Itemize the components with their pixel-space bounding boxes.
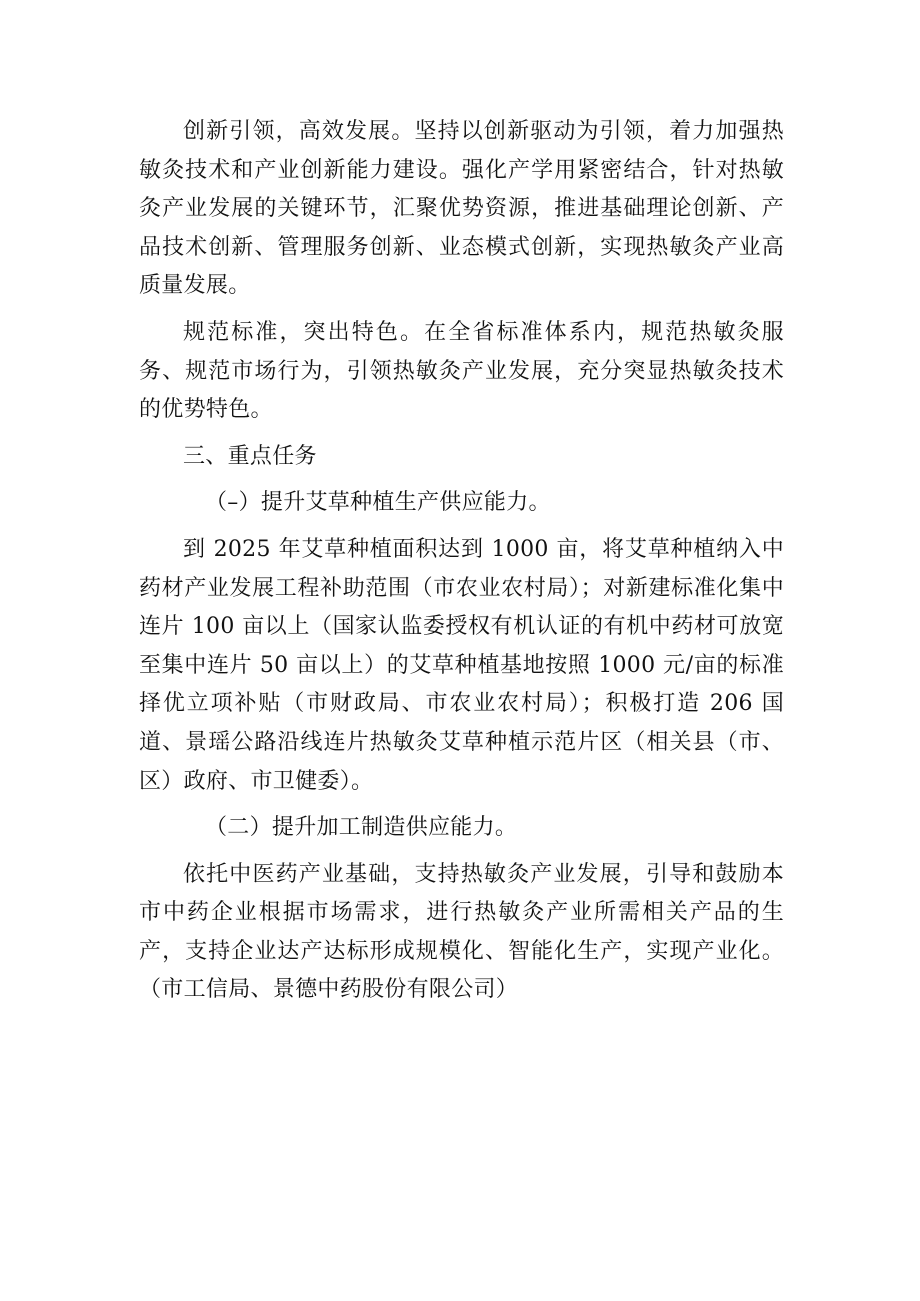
paragraph-planting: 到 2025 年艾草种植面积达到 1000 亩，将艾草种植纳入中药材产业发展工程补助范围（市农业农村局）；对新建标准化集中连片 100 亩以上（国家认监委授权有机认证的有机中药材可放宽至集中连片 50 亩以上）的艾草种植基地按照 1000 元/亩的标准择优立项补贴（市财政局、市农业农村局）；积极打造 206 国道、景瑶公路沿线连片热敏灸艾草种植示范片区（相关县（市、区）政府、市卫健委）。: [139, 536, 784, 794]
paragraph-innovation: 创新引领，高效发展。坚持以创新驱动为引领，着力加强热敏灸技术和产业创新能力建设。强化产学用紧密结合，针对热敏灸产业发展的关键环节，汇聚优势资源，推进基础理论创新、产品技术创新、管理服务创新、业态模式创新，实现热敏灸产业高质量发展。: [139, 119, 784, 299]
subsection-heading-manufacturing: （二）提升加工制造供应能力。: [205, 815, 518, 841]
subsection-heading-planting: （–）提升艾草种植生产供应能力。: [205, 490, 551, 516]
section-heading-key-tasks: 三、重点任务: [183, 443, 317, 469]
paragraph-standards: 规范标准，突出特色。在全省标准体系内，规范热敏灸服务、规范市场行为，引领热敏灸产业发展，充分突显热敏灸技术的优势特色。: [139, 319, 784, 423]
document-body: [139, 113, 784, 1018]
paragraph-manufacturing: 依托中医药产业基础，支持热敏灸产业发展，引导和鼓励本市中药企业根据市场需求，进行热敏灸产业所需相关产品的生产，支持企业达产达标形成规模化、智能化生产，实现产业化。（市工信局、景德中药股份有限公司）: [139, 861, 784, 1003]
